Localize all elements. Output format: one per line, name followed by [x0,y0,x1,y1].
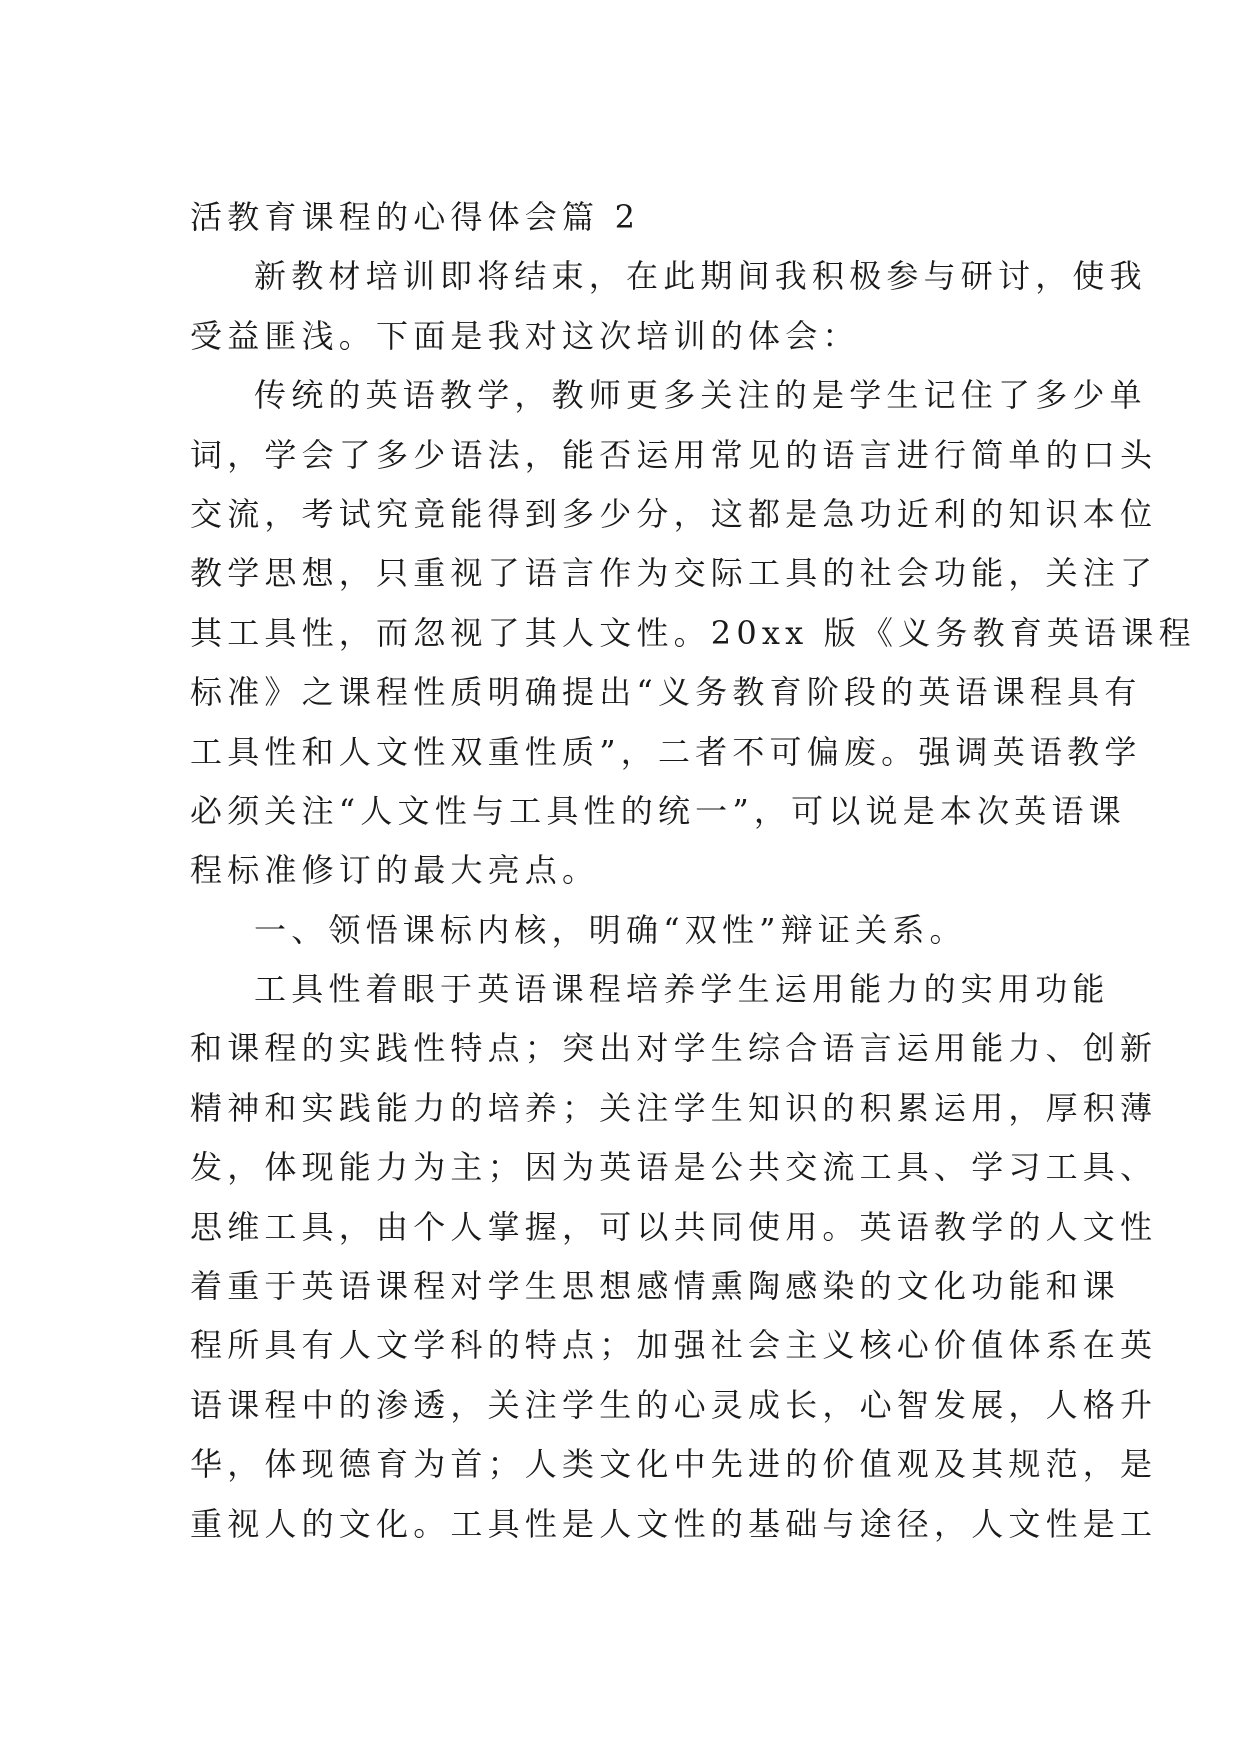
paragraph-line: 交流，考试究竟能得到多少分，这都是急功近利的知识本位 [190,494,1158,533]
paragraph-line: 和课程的实践性特点；突出对学生综合语言运用能力、创新 [190,1029,1158,1068]
paragraph-line: 新教材培训即将结束，在此期间我积极参与研讨，使我 [254,257,1147,296]
paragraph-line: 工具性着眼于英语课程培养学生运用能力的实用功能 [254,970,1110,1009]
paragraph-line: 思维工具，由个人掌握，可以共同使用。英语教学的人文性 [190,1207,1158,1246]
section-heading: 一、领悟课标内核，明确“双性”辩证关系。 [254,910,967,949]
paragraph-line: 工具性和人文性双重性质”，二者不可偏废。强调英语教学 [190,732,1142,771]
paragraph-line: 精神和实践能力的培养；关注学生知识的积累运用，厚积薄 [190,1088,1158,1127]
document-title: 活教育课程的心得体会篇 2 [190,198,641,236]
paragraph-line: 词，学会了多少语法，能否运用常见的语言进行简单的口头 [190,435,1158,474]
paragraph-line: 必须关注“人文性与工具性的统一”，可以说是本次英语课 [190,791,1126,830]
paragraph-line: 标准》之课程性质明确提出“义务教育阶段的英语课程具有 [190,673,1142,712]
document-body [190,188,1196,1554]
paragraph-line: 着重于英语课程对学生思想感情熏陶感染的文化功能和课 [190,1267,1121,1306]
paragraph-line: 语课程中的渗透，关注学生的心灵成长，心智发展，人格升 [190,1385,1158,1424]
paragraph-line: 教学思想，只重视了语言作为交际工具的社会功能，关注了 [190,554,1158,593]
paragraph-line: 发，体现能力为主；因为英语是公共交流工具、学习工具、 [190,1148,1158,1187]
paragraph-line: 传统的英语教学，教师更多关注的是学生记住了多少单 [254,376,1147,415]
paragraph-line: 华，体现德育为首；人类文化中先进的价值观及其规范，是 [190,1445,1158,1484]
paragraph-line: 其工具性，而忽视了其人文性。20xx 版《义务教育英语课程 [190,613,1196,652]
paragraph-line: 程所具有人文学科的特点；加强社会主义核心价值体系在英 [190,1326,1158,1365]
paragraph-line: 程标准修订的最大亮点。 [190,851,600,890]
paragraph-line: 受益匪浅。下面是我对这次培训的体会： [190,316,860,355]
paragraph-line: 重视人的文化。工具性是人文性的基础与途径，人文性是工 [190,1504,1158,1543]
